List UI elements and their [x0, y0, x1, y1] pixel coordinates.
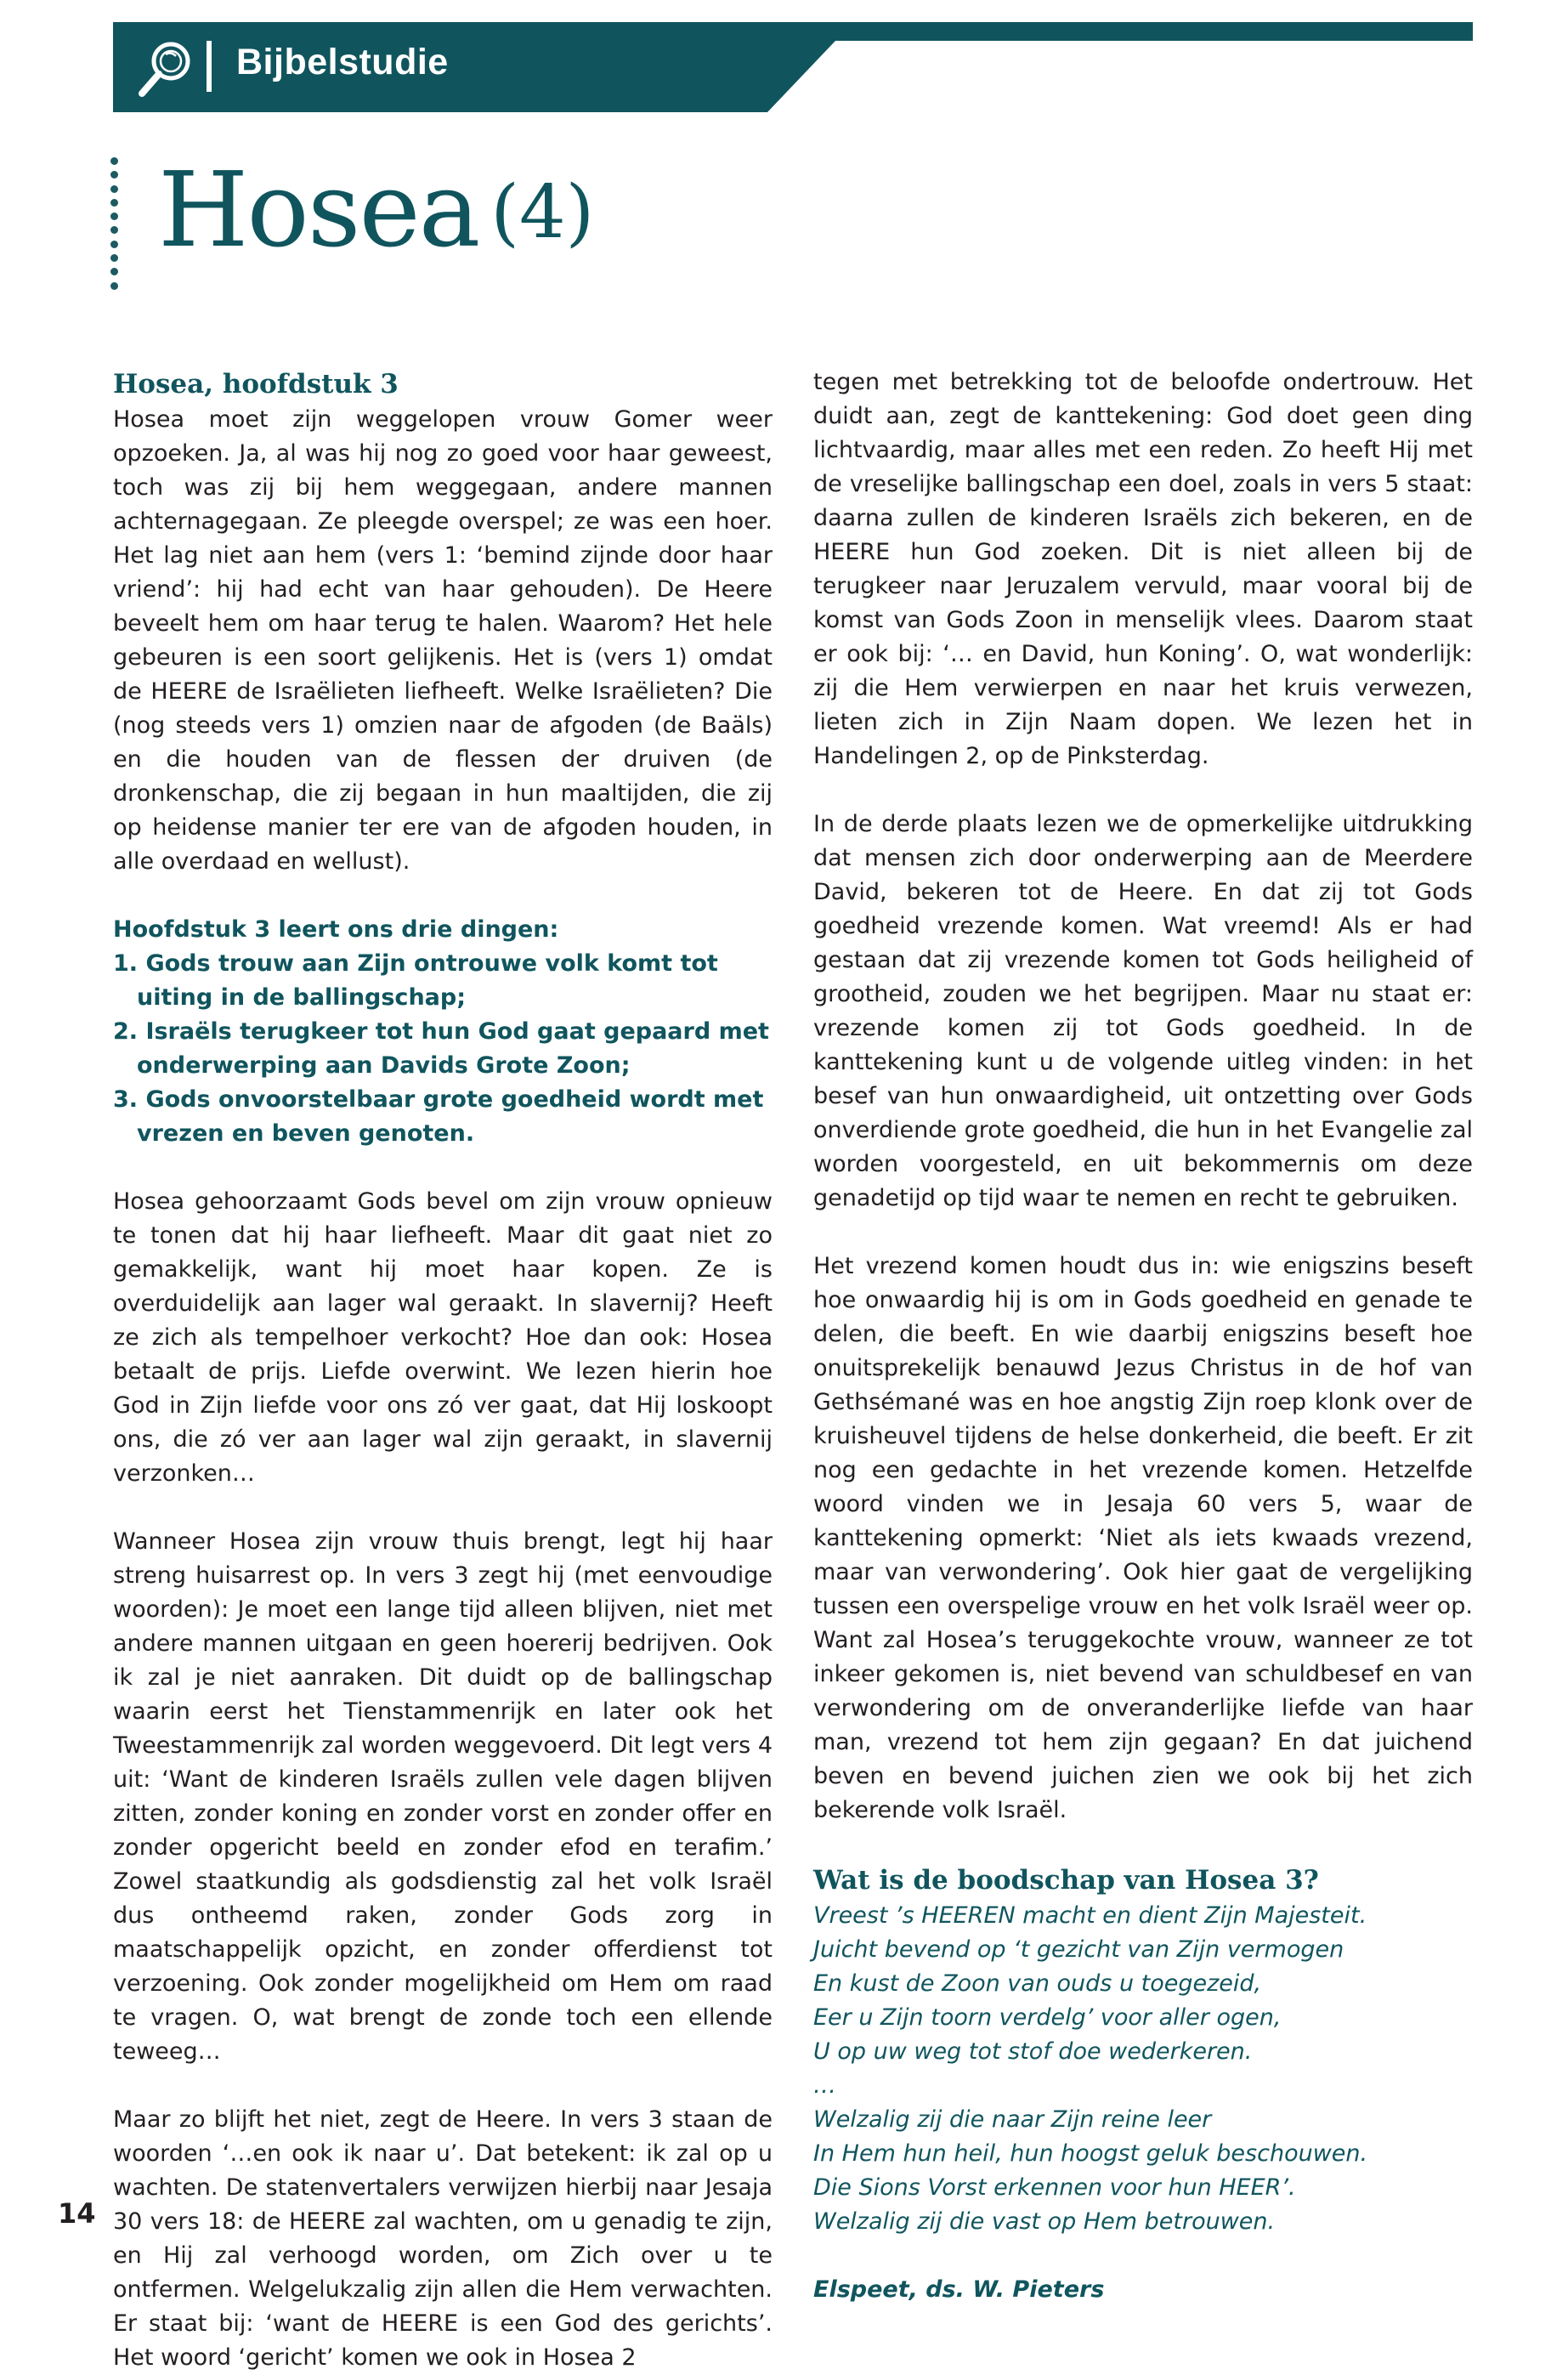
section-heading: Hosea, hoofdstuk 3: [113, 369, 399, 400]
left-column: [113, 366, 773, 2375]
section-label: Bijbelstudie: [236, 42, 449, 82]
psalm-line: U op uw weg tot stof doe wederkeren.: [813, 2038, 1253, 2065]
psalm-line: Vreest ’s HEEREN macht en dient Zijn Majesteit.: [813, 1902, 1367, 1929]
psalm-line: Welzalig zij die naar Zijn reine leer: [813, 2106, 1212, 2133]
section-banner: [113, 22, 1473, 112]
lesson-heading: Hoofdstuk 3 leert ons drie dingen:: [113, 916, 559, 943]
paragraph: Wanneer Hosea zijn vrouw thuis brengt, legt hij haar streng huisarrest op. In vers 3 zegt hij (met eenvoudige woorden): Je moet een lange tijd alleen blijven, niet met andere mannen uitgaan en geen hoererij bedrijven. Ook ik zal je niet aanraken. Dit duidt op de ballingschap waarin eerst het Tienstammenrijk en later ook het Tweestammenrijk zal worden weggevoerd. Dit legt vers 4 uit: ‘Want de kinderen Israëls zullen vele dagen blijven zitten, zonder koning en zonder vorst en zonder offer en zonder opgericht beeld en zonder efod en terafim.’ Zowel staatkundig als godsdienstig zal het volk Israël dus ontheemd raken, zonder Gods zorg in maatschappelijk opzicht, en zonder offerdienst tot verzoening. Ook zonder mogelijkheid om Hem om raad te vragen. O, wat brengt de zonde toch een ellende teweeg…: [113, 1528, 773, 2065]
psalm-quote: [813, 1899, 1473, 2239]
list-item: 1. Gods trouw aan Zijn ontrouwe volk komt tot uiting in de ballingschap;: [113, 950, 718, 1011]
page-title: [158, 150, 595, 270]
list-item: 3. Gods onvoorstelbaar grote goedheid wordt met vrezen en beven genoten.: [113, 1086, 764, 1147]
title-main: Hosea: [158, 150, 479, 270]
message-heading: Wat is de boodschap van Hosea 3?: [813, 1865, 1319, 1896]
paragraph: Maar zo blijft het niet, zegt de Heere. In vers 3 staan de woorden ‘…en ook ik naar u’. Dat betekent: ik zal op u wachten. De statenvertalers verwijzen hierbij naar Jesaja 30 vers 18: de HEERE zal wachten, om u genadig te zijn, en Hij zal verhoogd worden, om Zich over u te ontfermen. Welgelukzalig zijn allen die Hem verwachten. Er staat bij: ‘want de HEERE is een God des gerichts’. Het woord ‘gericht’ komen we ook in Hosea 2: [113, 2106, 773, 2371]
psalm-line: …: [813, 2072, 836, 2099]
lesson-list: [113, 947, 773, 1151]
title-number: (4): [490, 170, 595, 255]
paragraph: Hosea gehoorzaamt Gods bevel om zijn vrouw opnieuw te tonen dat hij haar liefheeft. Maar dit gaat niet zo gemakkelijk, want hij moet haar kopen. Ze is overduidelijk aan lager wal geraakt. In slavernij? Heeft ze zich als tempelhoer verkocht? Hoe dan ook: Hosea betaalt de prijs. Liefde overwint. We lezen hierin hoe God in Zijn liefde voor ons zó ver gaat, dat Hij loskoopt ons, die zó ver aan lager wal zijn geraakt, in slavernij verzonken…: [113, 1188, 773, 1487]
magnifier-icon: [132, 34, 200, 102]
author-signature: Elspeet, ds. W. Pieters: [813, 2276, 1105, 2303]
paragraph: Het vrezend komen houdt dus in: wie enigszins beseft hoe onwaardig hij is om in Gods goedheid en genade te delen, die beeft. En wie daarbij enigszins beseft hoe onuitsprekelijk benauwd Jezus Christus in de hof van Gethsémané was en hoe angstig Zijn roep klonk over de kruisheuvel tijdens de helse donkerheid, die beeft. Er zit nog een gedachte in het vrezende komen. Hetzelfde woord vinden we in Jesaja 60 vers 5, waar de kanttekening opmerkt: ‘Niet als iets kwaads vrezend, maar van verwondering’. Ook hier gaat de vergelijking tussen een overspelige vrouw en het volk Israël weer op. Want zal Hosea’s teruggekochte vrouw, wanneer ze tot inkeer gekomen is, niet bevend van schuldbesef en van verwondering om de onveranderlijke liefde van haar man, vrezend tot hem zijn gegaan? En dat juichend beven en bevend juichen zien we ook bij het zich bekerende volk Israël.: [813, 1253, 1473, 1823]
psalm-line: Juicht bevend op ‘t gezicht van Zijn vermogen: [813, 1936, 1344, 1963]
paragraph: Hosea moet zijn weggelopen vrouw Gomer weer opzoeken. Ja, al was hij nog zo goed voor haar geweest, toch was zij bij hem weggegaan, andere mannen achternagegaan. Ze pleegde overspel; ze was een hoer. Het lag niet aan hem (vers 1: ‘bemind zijnde door haar vriend’: hij had echt van haar gehouden). De Heere beveelt hem om haar terug te halen. Waarom? Het hele gebeuren is een soort gelijkenis. Het is (vers 1) omdat de HEERE de Israëlieten liefheeft. Welke Israëlieten? Die (nog steeds vers 1) omzien naar de afgoden (de Baäls) en die houden van de flessen der druiven (de dronkenschap, die zij begaan in hun maaltijden, die zij op heidense manier ter ere van de afgoden houden, in alle overdaad en wellust).: [113, 406, 773, 875]
banner-separator: [207, 41, 212, 92]
right-column: [813, 366, 1473, 2307]
psalm-line: En kust de Zoon van ouds u toegezeid,: [813, 1970, 1262, 1997]
list-item: 2. Israëls terugkeer tot hun God gaat gepaard met onderwerping aan Davids Grote Zoon;: [113, 1018, 769, 1079]
psalm-line: Die Sions Vorst erkennen voor hun HEER’.: [813, 2174, 1296, 2201]
paragraph: tegen met betrekking tot de beloofde ondertrouw. Het duidt aan, zegt de kanttekening: God doet geen ding lichtvaardig, maar alles met een reden. Zo heeft Hij met de vreselijke ballingschap een doel, zoals in vers 5 staat: daarna zullen de kinderen Israëls zich bekeren, en de HEERE hun God zoeken. Dit is niet alleen bij de terugkeer naar Jeruzalem vervuld, maar vooral bij de komst van Gods Zoon in menselijk vlees. Daarom staat er ook bij: ‘… en David, hun Koning’. O, wat wonderlijk: zij die Hem verwierpen en naar het kruis verwezen, lieten zich in Zijn Naam dopen. We lezen het in Handelingen 2, op de Pinksterdag.: [813, 369, 1473, 769]
page-number: 14: [58, 2197, 96, 2230]
psalm-line: Eer u Zijn toorn verdelg’ voor aller ogen,: [813, 2004, 1282, 2031]
psalm-line: Welzalig zij die vast op Hem betrouwen.: [813, 2208, 1276, 2235]
paragraph: In de derde plaats lezen we de opmerkelijke uitdrukking dat mensen zich door onderwerping aan de Meerdere David, bekeren tot de Heere. En dat zij tot Gods goedheid vrezende komen. Wat vreemd! Als er had gestaan dat zij vrezende komen tot Gods heiligheid of grootheid, zouden we het begrijpen. Maar nu staat er: vrezende komen zij tot Gods goedheid. In de kanttekening kunt u de volgende uitleg vinden: in het besef van hun onwaardigheid, uit ontzetting over Gods onverdiende grote goedheid, die hun in het Evangelie zal worden voorgesteld, en uit bekommernis om deze genadetijd op tijd waar te nemen en recht te gebruiken.: [813, 811, 1473, 1211]
dotted-divider: [110, 157, 122, 293]
psalm-line: In Hem hun heil, hun hoogst geluk beschouwen.: [813, 2140, 1368, 2167]
